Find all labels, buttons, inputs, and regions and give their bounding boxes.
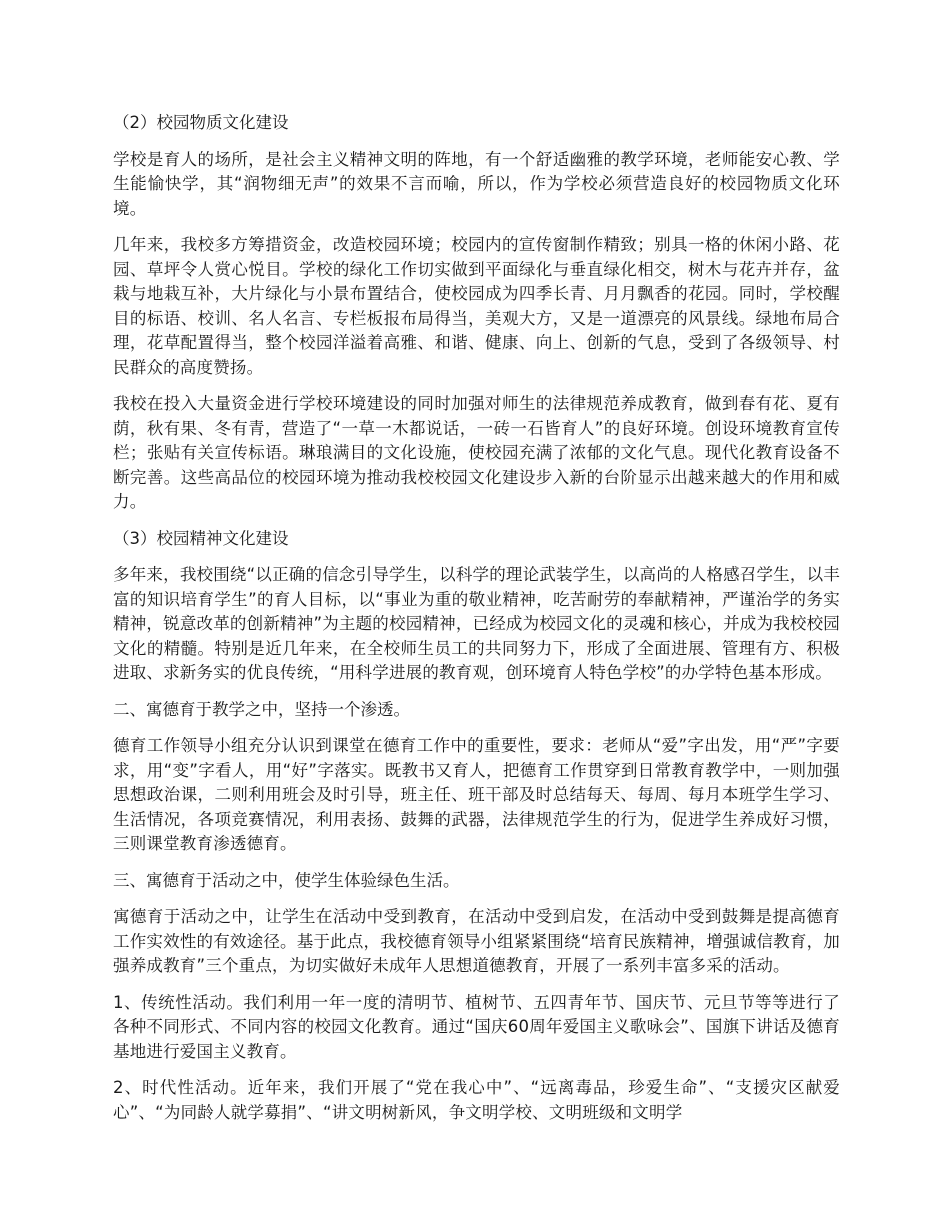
section-heading-campus-spirit-culture: （3）校园精神文化建设 [113,528,289,548]
paragraph-school-environment-intro: 学校是育人的场所，是社会主义精神文明的阵地，有一个舒适幽雅的教学环境，老师能安心教、学生能愉快学，其“润物细无声”的效果不言而喻，所以，作为学校必须营造良好的校园物质文化环境。 [113,149,840,218]
section-heading-moral-education-teaching: 二、寓德育于教学之中，坚持一个渗透。 [113,699,410,719]
paragraph-moral-education-classroom: 德育工作领导小组充分认识到课堂在德育工作中的重要性，要求：老师从“爱”字出发，用“严”字要求，用“变”字看人，用“好”字落实。既教书又育人，把德育工作贯穿到日常教育教学中，一则加强思想政治课，二则利用班会及时引导，班主任、班干部及时总结每天、每周、每月本班学生学习、生活情况，各项竞赛情况，利用表扬、鼓舞的武器，法律规范学生的行为，促进学生养成好习惯，三则课堂教育渗透德育。 [113,736,840,853]
document-page [113,111,840,1137]
section-heading-campus-material-culture: （2）校园物质文化建设 [113,113,289,132]
paragraph-traditional-activities: 1、传统性活动。我们利用一年一度的清明节、植树节、五四青年节、国庆节、元旦节等等进行了各种不同形式、不同内容的校园文化教育。通过“国庆60周年爱国主义歌咏会”、国旗下讲话及德育基地进行爱国主义教育。 [113,992,840,1061]
section-heading-moral-education-activities: 三、寓德育于活动之中，使学生体验绿色生活。 [113,870,460,890]
paragraph-campus-greening: 几年来，我校多方筹措资金，改造校园环境；校园内的宣传窗制作精致；别具一格的休闲小路、花园、草坪令人赏心悦目。学校的绿化工作切实做到平面绿化与垂直绿化相交，树木与花卉并存，盆栽与地栽互补，大片绿化与小景布置结合，使校园成为四季长青、月月飘香的花园。同时，学校醒目的标语、校训、名人名言、专栏板报布局得当，美观大方，又是一道漂亮的风景线。绿地布局合理，花草配置得当，整个校园洋溢着高雅、和谐、健康、向上、创新的气息，受到了各级领导、村民群众的高度赞扬。 [113,235,840,377]
paragraph-activities-intro: 寓德育于活动之中，让学生在活动中受到教育，在活动中受到启发，在活动中受到鼓舞是提高德育工作实效性的有效途径。基于此点，我校德育领导小组紧紧围绕“培育民族精神，增强诚信教育，加强养成教育”三个重点，为切实做好未成年人思想道德教育，开展了一系列丰富多采的活动。 [113,907,840,975]
paragraph-contemporary-activities: 2、时代性活动。近年来，我们开展了“党在我心中”、“远离毒品，珍爱生命”、“支援灾区献爱心”、“为同龄人就学募捐”、“讲文明树新风，争文明学校、文明班级和文明学 [113,1078,840,1122]
paragraph-campus-spirit: 多年来，我校围绕“以正确的信念引导学生，以科学的理论武装学生，以高尚的人格感召学生，以丰富的知识培育学生”的育人目标，以“事业为重的敬业精神，吃苦耐劳的奉献精神，严谨治学的务实精神，锐意改革的创新精神”为主题的校园精神，已经成为校园文化的灵魂和核心，并成为我校校园文化的精髓。特别是近几年来，在全校师生员工的共同努力下，形成了全面进展、管理有方、积极进取、求新务实的优良传统，“用科学进展的教育观，创环境育人特色学校”的办学特色基本形成。 [113,565,840,682]
paragraph-environment-education: 我校在投入大量资金进行学校环境建设的同时加强对师生的法律规范养成教育，做到春有花、夏有荫，秋有果、冬有青，营造了“一草一木都说话，一砖一石皆育人”的良好环境。创设环境教育宣传栏；张贴有关宣传标语。琳琅满目的文化设施，使校园充满了浓郁的文化气息。现代化教育设备不断完善。这些高品位的校园环境为推动我校校园文化建设步入新的台阶显示出越来越大的作用和威力。 [113,394,840,511]
